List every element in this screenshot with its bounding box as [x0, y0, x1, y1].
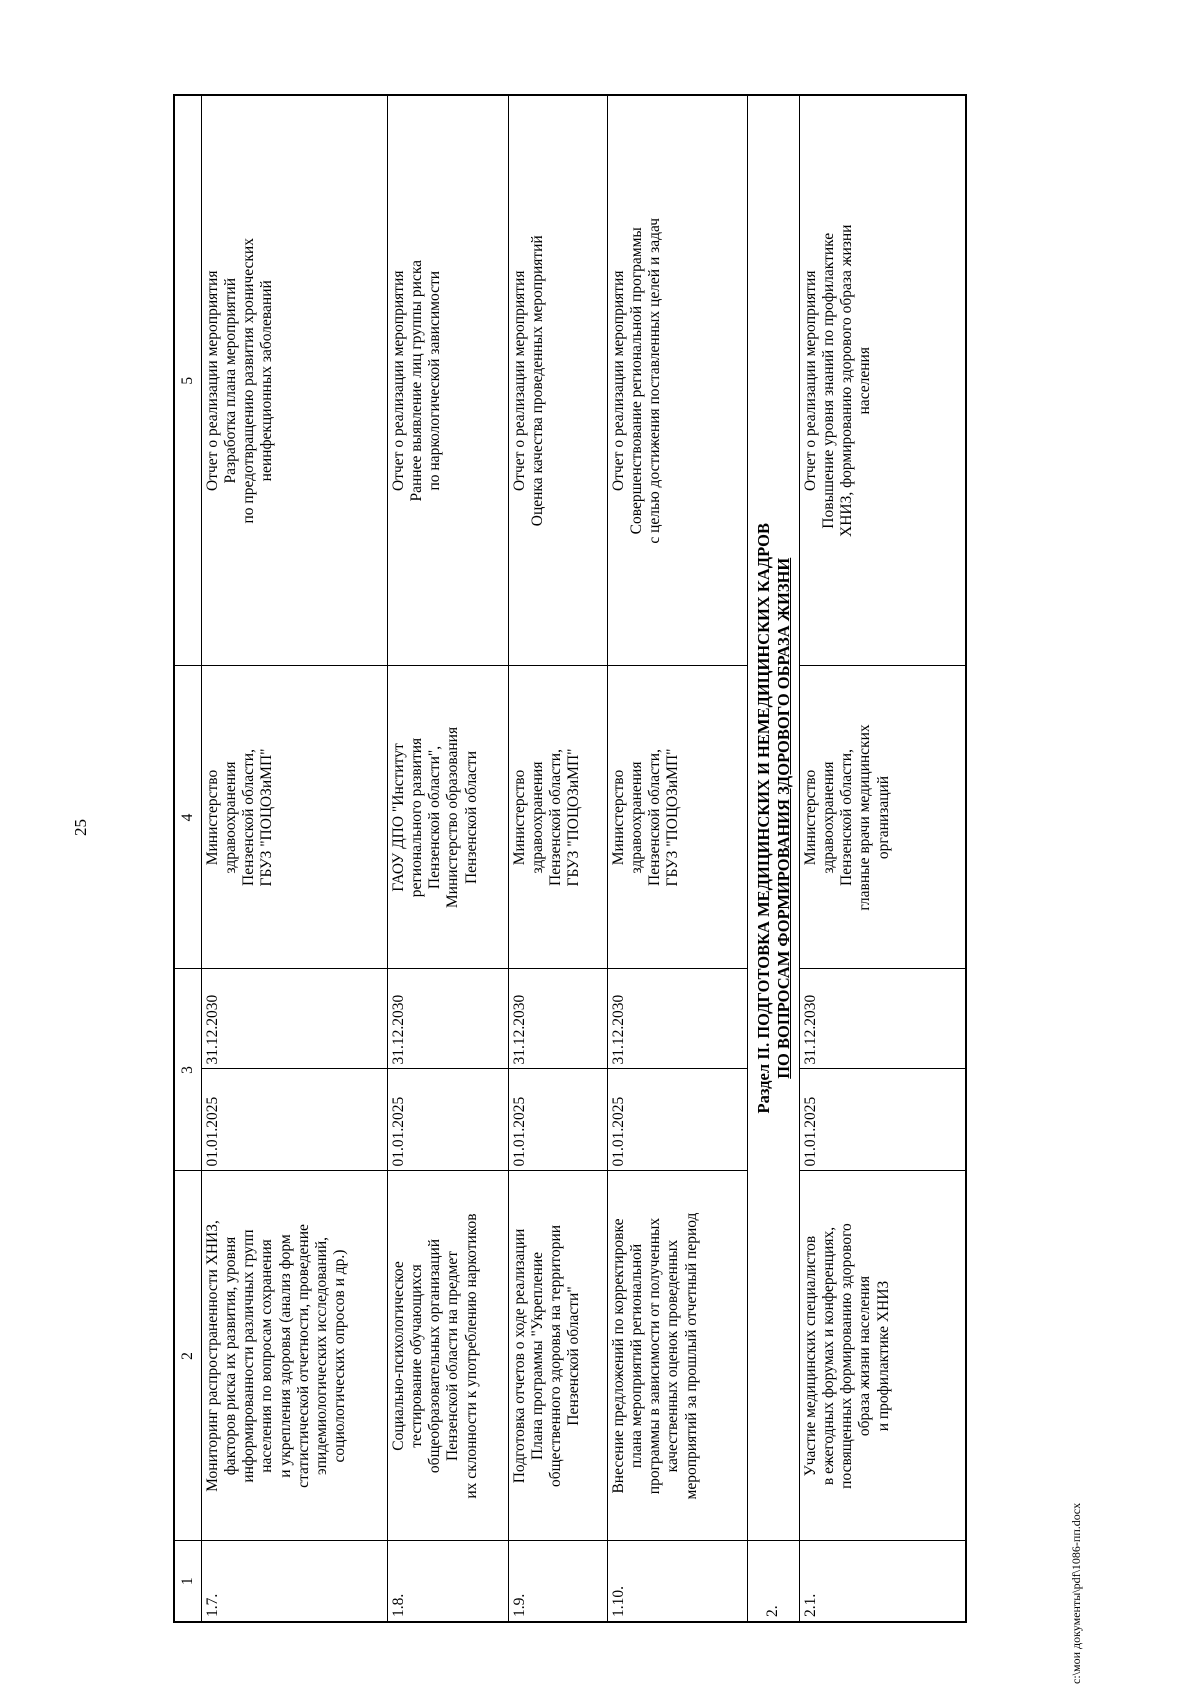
result-line: по предотвращению развития хронических: [240, 238, 258, 524]
measure-line: в ежегодных форумах и конференциях,: [820, 1226, 838, 1486]
result-line: Оценка качества проведенных мероприятий: [529, 235, 547, 527]
end-date: 31.12.2030: [608, 969, 748, 1069]
responsible-line: Министерство: [204, 769, 221, 866]
rotated-table-container: [173, 96, 963, 1623]
responsible-cell: [800, 666, 966, 969]
result-line: Повышение уровня знаний по профилактике: [820, 232, 838, 529]
responsible-line: Министерство образования: [444, 726, 462, 909]
measure-cell: [608, 1171, 748, 1541]
measure-line: Внесение предложений по корректировке: [610, 1218, 627, 1494]
responsible-line: Пензенской области,: [240, 749, 258, 886]
responsible-line: Пензенской области",: [426, 745, 444, 890]
table-row: [388, 95, 509, 1622]
start-date: 01.01.2025: [800, 1069, 966, 1171]
result-cell: [608, 95, 748, 666]
measure-line: посвященных формированию здорового: [838, 1223, 856, 1489]
responsible-line: Пензенской области: [462, 750, 480, 885]
responsible-line: ГБУЗ "ПОЦОЗиМП": [258, 748, 276, 887]
measure-line: общественного здоровья на территории: [547, 1224, 565, 1488]
end-date: 31.12.2030: [388, 969, 509, 1069]
measure-line: статистической отчетности, проведение: [294, 1224, 312, 1488]
responsible-line: Пензенской области,: [547, 749, 565, 886]
measure-line: тестирование обучающихся: [408, 1264, 426, 1448]
result-line: ХНИЗ, формированию здорового образа жизни: [838, 224, 856, 537]
measure-line: общеобразовательных организаций: [426, 1238, 444, 1474]
responsible-line: здравоохранения: [820, 761, 838, 874]
start-date: 01.01.2025: [388, 1069, 509, 1171]
header-col-5: 5: [174, 95, 202, 666]
start-date: 01.01.2025: [608, 1069, 748, 1171]
responsible-line: ГБУЗ "ПОЦОЗиМП": [664, 748, 682, 887]
responsible-line: здравоохранения: [222, 761, 240, 874]
section-row: [748, 95, 800, 1622]
result-cell: [202, 95, 388, 666]
row-number: 1.7.: [202, 1541, 388, 1622]
result-cell: [509, 95, 608, 666]
header-col-3: 3: [174, 969, 202, 1171]
row-number: 1.9.: [509, 1541, 608, 1622]
measure-line: населения по вопросам сохранения: [258, 1239, 276, 1473]
responsible-line: Министерство: [802, 769, 819, 866]
measure-line: качественных оценок проведенных: [664, 1239, 682, 1473]
measure-line: Участие медицинских специалистов: [802, 1235, 819, 1477]
measure-line: Социально-психологическое: [390, 1261, 407, 1451]
end-date: 31.12.2030: [202, 969, 388, 1069]
table-row: [800, 95, 966, 1622]
result-cell: [388, 95, 509, 666]
measure-line: Пензенской области на предмет: [444, 1251, 462, 1462]
measure-line: социологических опросов и др.): [330, 1249, 348, 1463]
result-line: Совершенствование региональной программы: [628, 227, 646, 535]
measure-line: их склонности к употреблению наркотиков: [462, 1213, 480, 1499]
end-date: 31.12.2030: [800, 969, 966, 1069]
measure-line: Пензенской области": [565, 1286, 583, 1426]
responsible-cell: [509, 666, 608, 969]
result-line: неинфекционных заболеваний: [258, 280, 276, 482]
result-line: Отчет о реализации мероприятия: [390, 270, 407, 491]
file-path-footer: c:\мои документы\pdf\1086-пп.docx: [1069, 1502, 1083, 1684]
responsible-line: Министерство: [511, 769, 528, 866]
result-line: Отчет о реализации мероприятия: [610, 270, 627, 491]
responsible-line: здравоохранения: [628, 761, 646, 874]
start-date: 01.01.2025: [202, 1069, 388, 1171]
section-number: 2.: [748, 1541, 800, 1622]
row-number: 1.10.: [608, 1541, 748, 1622]
header-col-4: 4: [174, 666, 202, 969]
measure-cell: [800, 1171, 966, 1541]
result-line: Разработка плана мероприятий: [222, 278, 240, 484]
measure-line: Подготовка отчетов о ходе реализации: [511, 1228, 528, 1484]
responsible-line: ГБУЗ "ПОЦОЗиМП": [565, 748, 583, 887]
row-number: 2.1.: [800, 1541, 966, 1622]
measure-line: мероприятий за прошлый отчетный период: [682, 1212, 700, 1500]
row-number: 1.8.: [388, 1541, 509, 1622]
section-title: [748, 95, 800, 1541]
section-title-line-1: Раздел II. ПОДГОТОВКА МЕДИЦИНСКИХ И НЕМЕДИЦИНСКИХ КАДРОВ: [754, 523, 774, 1114]
responsible-line: регионального развития: [408, 737, 426, 898]
header-col-2: 2: [174, 1171, 202, 1541]
measure-line: Плана программы "Укрепление: [529, 1251, 547, 1461]
measure-line: и профилактике ХНИЗ: [874, 1280, 892, 1432]
measure-line: программы в зависимости от полученных: [646, 1217, 664, 1495]
responsible-line: ГАОУ ДПО "Институт: [390, 743, 407, 892]
measure-line: информированности различных групп: [240, 1229, 258, 1483]
measure-line: факторов риска их развития, уровня: [222, 1236, 240, 1476]
measure-cell: [388, 1171, 509, 1541]
table-row: [509, 95, 608, 1622]
responsible-cell: [202, 666, 388, 969]
measure-line: плана мероприятий региональной: [628, 1243, 646, 1469]
responsible-line: Министерство: [610, 769, 627, 866]
table-row: [202, 95, 388, 1622]
responsible-line: главные врачи медицинских: [856, 724, 874, 911]
result-cell: [800, 95, 966, 666]
measure-cell: [509, 1171, 608, 1541]
section-title-line-2: ПО ВОПРОСАМ ФОРМИРОВАНИЯ ЗДОРОВОГО ОБРАЗА ЖИЗНИ: [773, 557, 793, 1079]
measure-line: эпидемиологических исследований,: [312, 1236, 330, 1476]
table-row: [608, 95, 748, 1622]
header-col-1: 1: [174, 1541, 202, 1622]
page-number: 25: [71, 819, 90, 836]
measure-line: Мониторинг распространенности ХНИЗ,: [204, 1220, 221, 1492]
result-line: Отчет о реализации мероприятия: [802, 270, 819, 491]
result-line: с целью достижения поставленных целей и задач: [646, 217, 664, 544]
responsible-cell: [608, 666, 748, 969]
measure-line: и укрепления здоровья (анализ форм: [276, 1234, 294, 1478]
result-line: Отчет о реализации мероприятия: [511, 270, 528, 491]
measure-line: образа жизни населения: [856, 1275, 874, 1437]
result-line: Отчет о реализации мероприятия: [204, 270, 221, 491]
end-date: 31.12.2030: [509, 969, 608, 1069]
responsible-line: организаций: [874, 775, 892, 860]
responsible-line: Пензенской области,: [646, 749, 664, 886]
result-line: населения: [856, 347, 874, 415]
measures-table: [173, 94, 967, 1623]
result-line: по наркологической зависимости: [426, 270, 444, 491]
responsible-line: Пензенской области,: [838, 749, 856, 886]
responsible-line: здравоохранения: [529, 761, 547, 874]
responsible-cell: [388, 666, 509, 969]
measure-cell: [202, 1171, 388, 1541]
header-row: [174, 95, 202, 1622]
result-line: Раннее выявление лиц группы риска: [408, 260, 426, 502]
start-date: 01.01.2025: [509, 1069, 608, 1171]
